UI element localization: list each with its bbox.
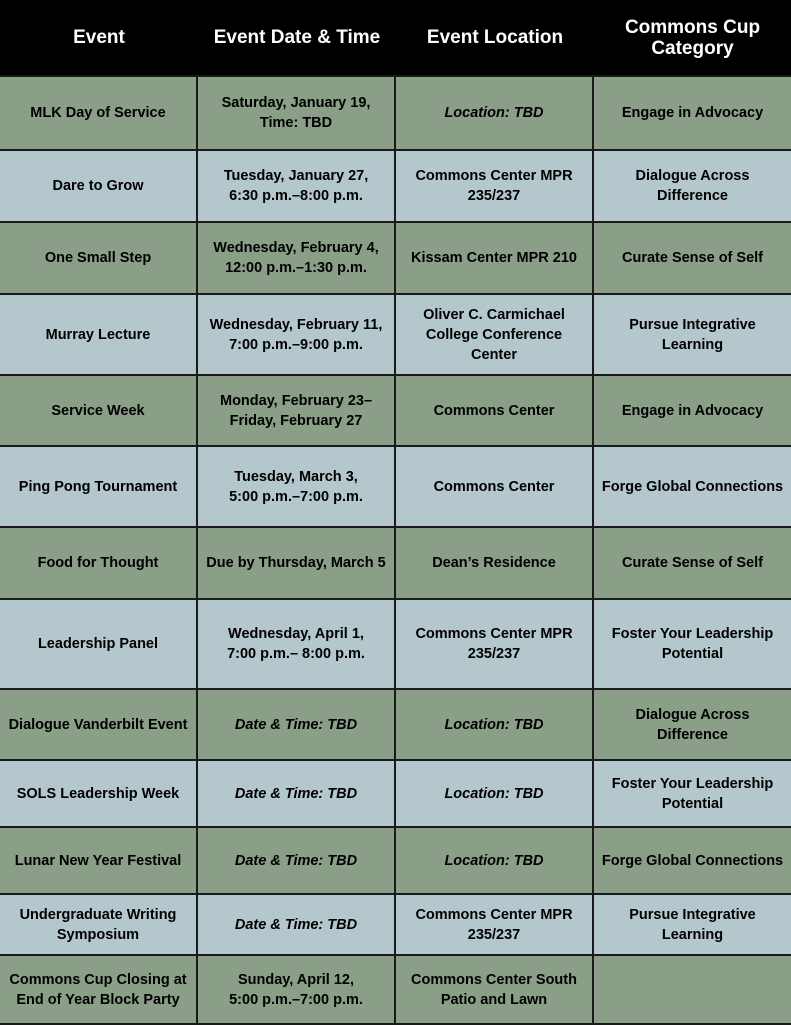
datetime-cell: Wednesday, February 11, 7:00 p.m.–9:00 p.m. [198,295,396,376]
event-cell: Dare to Grow [0,151,198,223]
event-cell: Undergraduate Writing Symposium [0,895,198,956]
category-cell: Engage in Advocacy [594,376,791,447]
category-cell: Curate Sense of Self [594,528,791,600]
datetime-cell: Tuesday, January 27, 6:30 p.m.–8:00 p.m. [198,151,396,223]
event-cell: Lunar New Year Festival [0,828,198,895]
category-cell: Forge Global Connections [594,828,791,895]
datetime-cell: Monday, February 23– Friday, February 27 [198,376,396,447]
datetime-cell: Tuesday, March 3, 5:00 p.m.–7:00 p.m. [198,447,396,528]
location-cell: Commons Center South Patio and Lawn [396,956,594,1025]
header-category: Commons Cup Category [594,0,791,77]
event-cell: MLK Day of Service [0,77,198,151]
datetime-cell: Date & Time: TBD [198,690,396,761]
category-cell: Foster Your Leadership Potential [594,761,791,828]
category-cell: Curate Sense of Self [594,223,791,295]
location-cell: Oliver C. Carmichael College Conference Center [396,295,594,376]
category-cell: Foster Your Leadership Potential [594,600,791,690]
category-cell [594,956,791,1025]
category-cell: Forge Global Connections [594,447,791,528]
location-cell: Dean’s Residence [396,528,594,600]
location-cell: Location: TBD [396,828,594,895]
category-cell: Pursue Integrative Learning [594,295,791,376]
event-cell: One Small Step [0,223,198,295]
location-cell: Commons Center [396,447,594,528]
datetime-cell: Wednesday, February 4, 12:00 p.m.–1:30 p.m. [198,223,396,295]
event-cell: Service Week [0,376,198,447]
event-cell: Dialogue Vanderbilt Event [0,690,198,761]
category-cell: Dialogue Across Difference [594,690,791,761]
header-event: Event [0,0,198,77]
datetime-cell: Date & Time: TBD [198,828,396,895]
category-cell: Engage in Advocacy [594,77,791,151]
datetime-cell: Wednesday, April 1, 7:00 p.m.– 8:00 p.m. [198,600,396,690]
event-cell: Commons Cup Closing at End of Year Block Party [0,956,198,1025]
event-cell: Ping Pong Tournament [0,447,198,528]
datetime-cell: Date & Time: TBD [198,761,396,828]
header-location: Event Location [396,0,594,77]
location-cell: Commons Center MPR 235/237 [396,600,594,690]
category-cell: Dialogue Across Difference [594,151,791,223]
datetime-cell: Due by Thursday, March 5 [198,528,396,600]
event-cell: Murray Lecture [0,295,198,376]
event-cell: Food for Thought [0,528,198,600]
location-cell: Kissam Center MPR 210 [396,223,594,295]
datetime-cell: Saturday, January 19, Time: TBD [198,77,396,151]
datetime-cell: Date & Time: TBD [198,895,396,956]
event-cell: SOLS Leadership Week [0,761,198,828]
location-cell: Location: TBD [396,77,594,151]
event-cell: Leadership Panel [0,600,198,690]
location-cell: Commons Center MPR 235/237 [396,151,594,223]
datetime-cell: Sunday, April 12, 5:00 p.m.–7:00 p.m. [198,956,396,1025]
location-cell: Commons Center MPR 235/237 [396,895,594,956]
location-cell: Commons Center [396,376,594,447]
location-cell: Location: TBD [396,690,594,761]
category-cell: Pursue Integrative Learning [594,895,791,956]
location-cell: Location: TBD [396,761,594,828]
header-date-time: Event Date & Time [198,0,396,77]
